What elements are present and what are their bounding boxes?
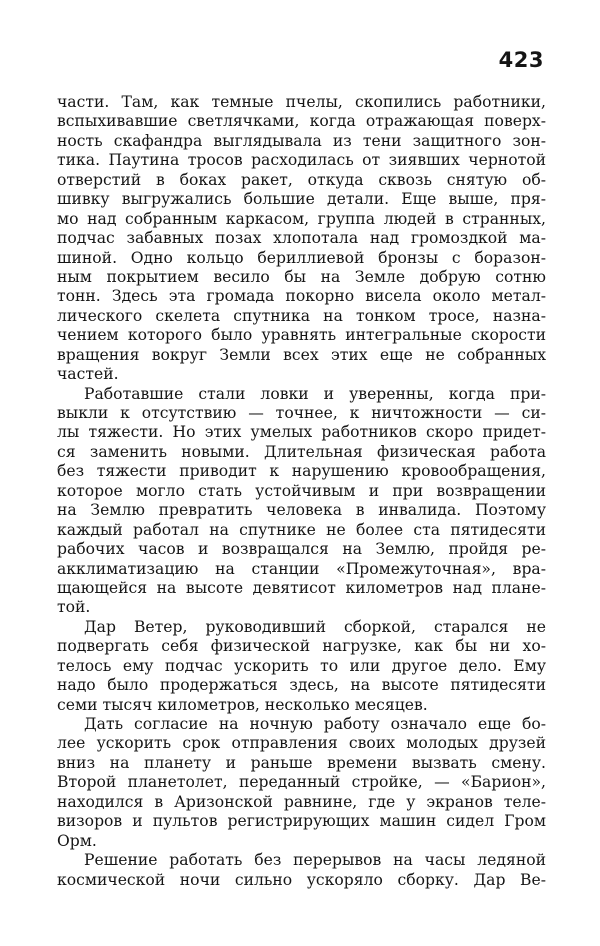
text-line: на Землю превратить человека в инвалида. Поэтому	[57, 501, 546, 520]
text-line: вращения вокруг Земли всех этих еще не собранных	[57, 345, 546, 364]
text-line: Орм.	[57, 831, 97, 850]
text-line: чением которого было уравнять интегральные скорости	[57, 326, 546, 345]
text-line: вниз на планету и раньше времени вызвать смену.	[57, 753, 546, 772]
text-line: Второй планетолет, переданный стройке, — «Барион»,	[57, 773, 546, 792]
text-line: лее ускорить срок отправления своих молодых друзей	[57, 734, 546, 753]
paragraph	[57, 851, 546, 890]
body-text	[57, 93, 546, 890]
text-line: отверстий в боках ракет, откуда сквозь снятую об-	[57, 170, 546, 189]
text-line: тика. Паутина тросов расходилась от зиявших чернотой	[57, 151, 546, 170]
text-line: ным покрытием весило бы на Земле добрую сотню	[57, 267, 546, 286]
text-line: шиной. Одно кольцо бериллиевой бронзы с боразон-	[57, 248, 546, 267]
text-line: Дар Ветер, руководивший сборкой, старался не	[84, 617, 546, 636]
text-line: надо было продержаться здесь, на высоте пятидесяти	[57, 676, 546, 695]
text-line: без тяжести приводит к нарушению кровообращения,	[57, 462, 546, 481]
paragraph	[57, 715, 546, 851]
text-line: находился в Аризонской равнине, где у экранов теле-	[57, 792, 546, 811]
text-line: акклиматизацию на станции «Промежуточная», вра-	[57, 559, 546, 578]
paragraph	[57, 93, 546, 385]
text-line: Работавшие стали ловки и уверенны, когда при-	[84, 384, 546, 403]
text-line: подвергать себя физической нагрузке, как бы ни хо-	[57, 637, 546, 656]
text-line: лы тяжести. Но этих умелых работников скоро придет-	[57, 423, 546, 442]
text-line: тонн. Здесь эта громада покорно висела около метал-	[57, 287, 546, 306]
text-line: лического скелета спутника на тонком тросе, назна-	[57, 306, 546, 325]
paragraph	[57, 385, 546, 618]
text-line: телось ему подчас ускорить то или другое дело. Ему	[57, 656, 546, 675]
text-line: визоров и пультов регистрирующих машин сидел Гром	[57, 812, 546, 831]
text-line: той.	[57, 598, 91, 617]
text-line: ность скафандра выглядывала из тени защитного зон-	[57, 131, 546, 150]
text-line: семи тысяч километров, несколько месяцев.	[57, 695, 428, 714]
text-line: мо над собранным каркасом, группа людей в странных,	[57, 209, 546, 228]
paragraph	[57, 618, 546, 715]
text-line: Дать согласие на ночную работу означало еще бо-	[84, 715, 546, 733]
text-line: рабочих часов и возвращался на Землю, пройдя ре-	[57, 540, 546, 559]
text-line: выкли к отсутствию — точнее, к ничтожности — си-	[57, 404, 546, 422]
text-line: Решение работать без перерывов на часы ледяной	[84, 851, 546, 870]
text-line: которое могло стать устойчивым и при возвращении	[57, 481, 546, 500]
text-line: вспыхивавшие светлячками, когда отражающая поверх-	[57, 112, 546, 131]
text-line: частей.	[57, 365, 119, 384]
text-line: ся заменить новыми. Длительная физическая работа	[57, 442, 546, 461]
text-line: части. Там, как темные пчелы, скопились работники,	[57, 93, 546, 111]
text-line: щающейся на высоте девятисот километров над плане-	[57, 578, 546, 597]
text-line: шивку выгружались большие детали. Еще выше, пря-	[57, 190, 546, 209]
text-line: каждый работал на спутнике не более ста пятидесяти	[57, 520, 546, 539]
text-line: космической ночи сильно ускоряло сборку. Дар Ве-	[57, 870, 546, 889]
text-line: подчас забавных позах хлопотала над громоздкой ма-	[57, 229, 546, 248]
page-number: 423	[498, 48, 544, 72]
